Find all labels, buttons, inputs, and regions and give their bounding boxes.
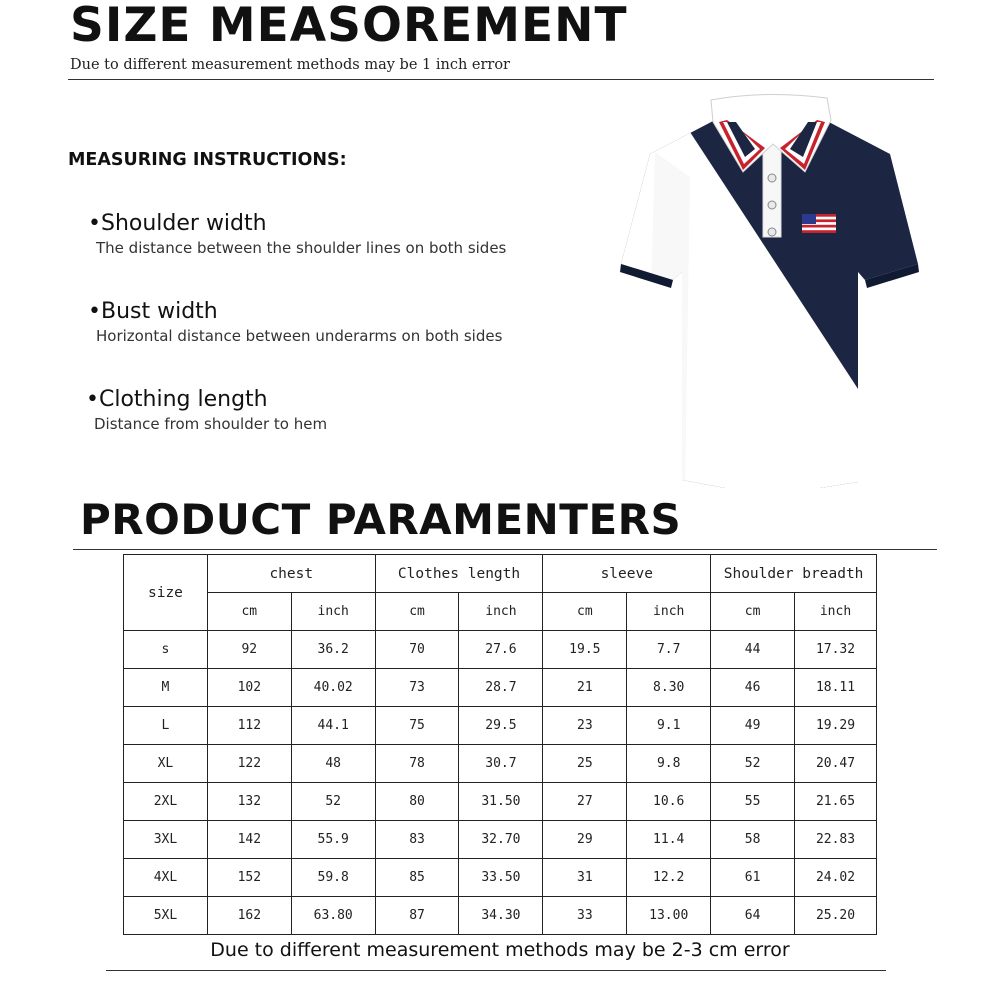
table-cell: 19.29 [795, 707, 877, 745]
table-cell: 44.1 [291, 707, 375, 745]
instruction-title: •Shoulder width [88, 211, 267, 236]
table-cell: 52 [291, 783, 375, 821]
instruction-title: •Clothing length [86, 387, 268, 412]
page-title: SIZE MEASOREMENT [70, 0, 628, 53]
table-cell: 27.6 [459, 631, 543, 669]
instructions-heading: MEASURING INSTRUCTIONS: [68, 150, 347, 170]
unit-header: inch [459, 593, 543, 631]
table-cell: 7.7 [627, 631, 711, 669]
table-row [124, 859, 877, 897]
table-cell: 132 [207, 783, 291, 821]
table-cell: 13.00 [627, 897, 711, 935]
table-cell: 25.20 [795, 897, 877, 935]
instruction-item-length [86, 387, 327, 433]
table-cell: 24.02 [795, 859, 877, 897]
table-cell: 87 [375, 897, 459, 935]
unit-header: cm [375, 593, 459, 631]
instruction-title: •Bust width [88, 299, 218, 324]
table-cell: 25 [543, 745, 627, 783]
table-cell: 21 [543, 669, 627, 707]
table-cell: 31 [543, 859, 627, 897]
table-cell: 9.8 [627, 745, 711, 783]
table-cell: 46 [711, 669, 795, 707]
column-header-shoulder: Shoulder breadth [711, 555, 877, 593]
instruction-item-shoulder [88, 211, 506, 257]
size-cell: 3XL [124, 821, 208, 859]
table-cell: 152 [207, 859, 291, 897]
table-cell: 31.50 [459, 783, 543, 821]
table-cell: 20.47 [795, 745, 877, 783]
table-cell: 29 [543, 821, 627, 859]
divider [73, 549, 937, 550]
size-cell: 4XL [124, 859, 208, 897]
table-cell: 83 [375, 821, 459, 859]
unit-header: inch [627, 593, 711, 631]
table-cell: 22.83 [795, 821, 877, 859]
table-header-row [124, 555, 877, 593]
unit-header: inch [795, 593, 877, 631]
table-cell: 27 [543, 783, 627, 821]
table-cell: 70 [375, 631, 459, 669]
table-cell: 59.8 [291, 859, 375, 897]
size-cell: s [124, 631, 208, 669]
column-header-size: size [124, 555, 208, 631]
table-cell: 55 [711, 783, 795, 821]
column-header-length: Clothes length [375, 555, 543, 593]
table-cell: 112 [207, 707, 291, 745]
table-cell: 142 [207, 821, 291, 859]
table-cell: 36.2 [291, 631, 375, 669]
table-cell: 17.32 [795, 631, 877, 669]
size-cell: XL [124, 745, 208, 783]
page-subtitle: Due to different measurement methods may be 1 inch error [70, 57, 510, 73]
table-row [124, 897, 877, 935]
table-cell: 40.02 [291, 669, 375, 707]
size-table [123, 554, 877, 935]
table-cell: 33.50 [459, 859, 543, 897]
table-row [124, 631, 877, 669]
table-cell: 80 [375, 783, 459, 821]
table-cell: 63.80 [291, 897, 375, 935]
column-header-chest: chest [207, 555, 375, 593]
table-cell: 44 [711, 631, 795, 669]
table-cell: 78 [375, 745, 459, 783]
size-cell: 5XL [124, 897, 208, 935]
table-cell: 21.65 [795, 783, 877, 821]
size-cell: M [124, 669, 208, 707]
table-cell: 8.30 [627, 669, 711, 707]
instruction-item-bust [88, 299, 502, 345]
table-cell: 75 [375, 707, 459, 745]
table-cell: 49 [711, 707, 795, 745]
table-cell: 12.2 [627, 859, 711, 897]
table-cell: 19.5 [543, 631, 627, 669]
table-cell: 9.1 [627, 707, 711, 745]
unit-header: cm [207, 593, 291, 631]
table-cell: 162 [207, 897, 291, 935]
polo-shirt-icon [615, 92, 925, 497]
unit-header: inch [291, 593, 375, 631]
table-cell: 18.11 [795, 669, 877, 707]
table-cell: 23 [543, 707, 627, 745]
instruction-desc: Horizontal distance between underarms on both sides [96, 327, 503, 345]
table-cell: 55.9 [291, 821, 375, 859]
table-row [124, 707, 877, 745]
table-cell: 102 [207, 669, 291, 707]
unit-header: cm [711, 593, 795, 631]
table-cell: 92 [207, 631, 291, 669]
table-cell: 34.30 [459, 897, 543, 935]
table-row [124, 783, 877, 821]
table-footnote: Due to different measurement methods may be 2-3 cm error [210, 939, 790, 961]
table-cell: 73 [375, 669, 459, 707]
table-cell: 58 [711, 821, 795, 859]
table-cell: 52 [711, 745, 795, 783]
instruction-desc: Distance from shoulder to hem [94, 415, 328, 433]
table-cell: 61 [711, 859, 795, 897]
column-header-sleeve: sleeve [543, 555, 711, 593]
table-row [124, 669, 877, 707]
table-cell: 122 [207, 745, 291, 783]
table-cell: 29.5 [459, 707, 543, 745]
table-cell: 10.6 [627, 783, 711, 821]
table-cell: 28.7 [459, 669, 543, 707]
table-cell: 48 [291, 745, 375, 783]
table-row [124, 745, 877, 783]
parameters-heading: PRODUCT PARAMENTERS [80, 495, 682, 544]
size-cell: 2XL [124, 783, 208, 821]
table-cell: 32.70 [459, 821, 543, 859]
divider [106, 970, 886, 971]
size-cell: L [124, 707, 208, 745]
table-unit-row [124, 593, 877, 631]
table-cell: 33 [543, 897, 627, 935]
instruction-desc: The distance between the shoulder lines on both sides [96, 239, 507, 257]
table-cell: 30.7 [459, 745, 543, 783]
divider [68, 79, 934, 80]
unit-header: cm [543, 593, 627, 631]
table-cell: 64 [711, 897, 795, 935]
table-row [124, 821, 877, 859]
table-cell: 85 [375, 859, 459, 897]
table-cell: 11.4 [627, 821, 711, 859]
